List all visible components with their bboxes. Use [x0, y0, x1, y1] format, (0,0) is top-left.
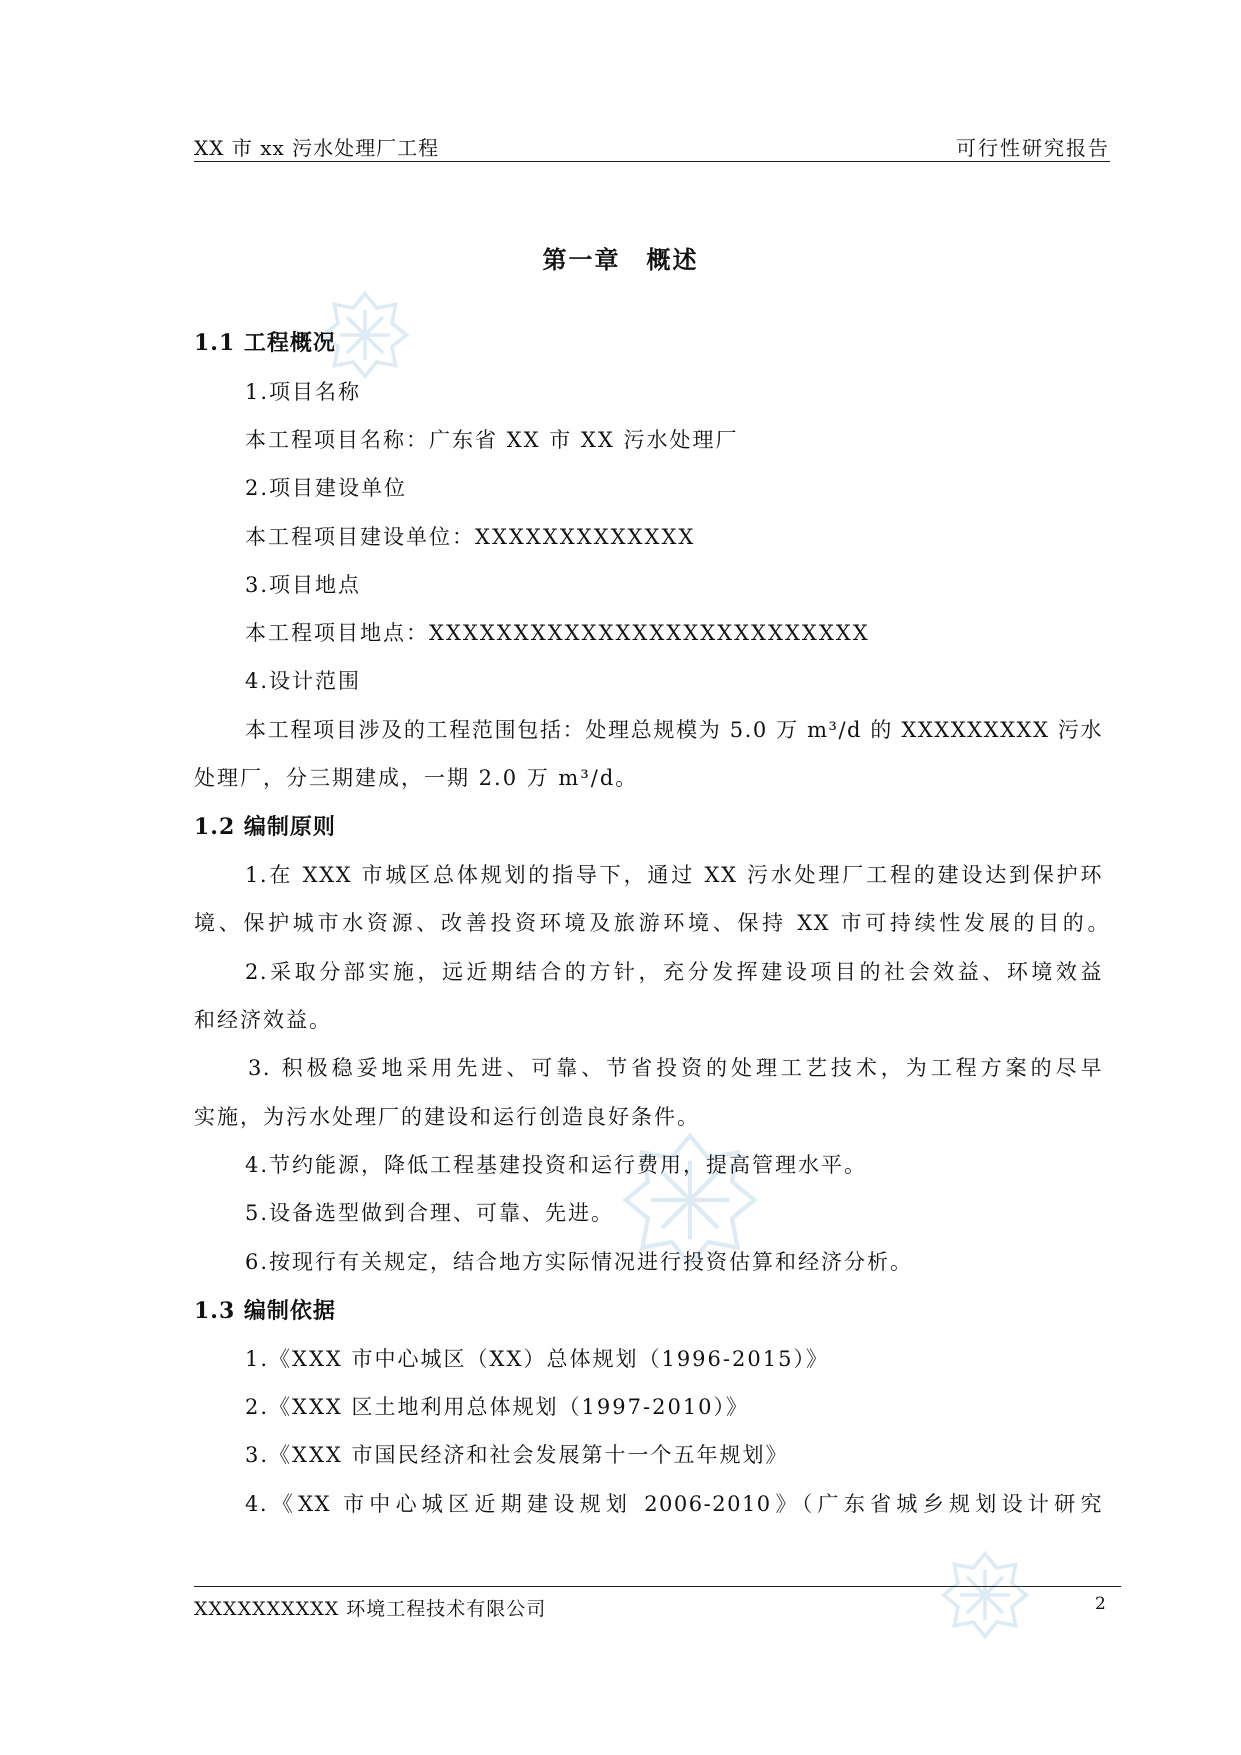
section-heading-1-3: 1.3 编制依据 [194, 1298, 336, 1324]
paragraph-line: 3. 积极稳妥地采用先进、可靠、节省投资的处理工艺技术，为工程方案的尽早 [248, 1056, 1103, 1080]
paragraph-line: 处理厂，分三期建成，一期 2.0 万 m³/d。 [194, 766, 639, 790]
section-heading-1-2: 1.2 编制原则 [194, 814, 336, 840]
section-heading-1-1: 1.1 工程概况 [194, 330, 336, 356]
item-value: 本工程项目地点：XXXXXXXXXXXXXXXXXXXXXXXXXX [245, 621, 870, 645]
paragraph-line: 6.按现行有关规定，结合地方实际情况进行投资估算和经济分析。 [245, 1250, 914, 1274]
paragraph-line: 实施，为污水处理厂的建设和运行创造良好条件。 [194, 1105, 700, 1129]
page-number: 2 [1095, 1594, 1106, 1614]
item-label: 2.项目建设单位 [245, 476, 408, 500]
reference-item: 3.《XXX 市国民经济和社会发展第十一个五年规划》 [245, 1443, 789, 1467]
item-label: 1.项目名称 [245, 380, 362, 404]
paragraph-line: 5.设备选型做到合理、可靠、先进。 [245, 1201, 615, 1225]
reference-item: 2.《XXX 区土地利用总体规划（1997-2010）》 [245, 1395, 750, 1419]
paragraph-line: 境、保护城市水资源、改善投资环境及旅游环境、保持 XX 市可持续性发展的目的。 [194, 911, 1110, 935]
footer-divider [194, 1586, 1121, 1587]
item-value: 本工程项目建设单位：XXXXXXXXXXXXX [245, 525, 696, 549]
paragraph-line: 2.采取分部实施，远近期结合的方针，充分发挥建设项目的社会效益、环境效益 [245, 960, 1103, 984]
reference-item: 1.《XXX 市中心城区（XX）总体规划（1996-2015）》 [245, 1347, 829, 1371]
footer-company: XXXXXXXXXX 环境工程技术有限公司 [194, 1598, 547, 1620]
page-header [194, 132, 1110, 160]
header-divider [194, 161, 1110, 162]
item-value: 本工程项目名称：广东省 XX 市 XX 污水处理厂 [245, 428, 739, 452]
header-report-type: 可行性研究报告 [956, 136, 1110, 160]
paragraph-line: 和经济效益。 [194, 1008, 332, 1032]
reference-item: 4.《XX 市中心城区近期建设规划 2006-2010》（广东省城乡规划设计研究 [245, 1492, 1103, 1516]
paragraph-line: 本工程项目涉及的工程范围包括：处理总规模为 5.0 万 m³/d 的 XXXXXXXXX 污水 [245, 718, 1103, 742]
item-label: 4.设计范围 [245, 669, 362, 693]
chapter-title: 第一章 概述 [542, 245, 699, 274]
item-label: 3.项目地点 [245, 573, 362, 597]
paragraph-line: 4.节约能源，降低工程基建投资和运行费用，提高管理水平。 [245, 1153, 868, 1177]
watermark-snowflake-icon [940, 1550, 1030, 1640]
header-project-name: XX 市 xx 污水处理厂工程 [194, 136, 440, 160]
paragraph-line: 1.在 XXX 市城区总体规划的指导下，通过 XX 污水处理厂工程的建设达到保护环 [245, 863, 1103, 887]
